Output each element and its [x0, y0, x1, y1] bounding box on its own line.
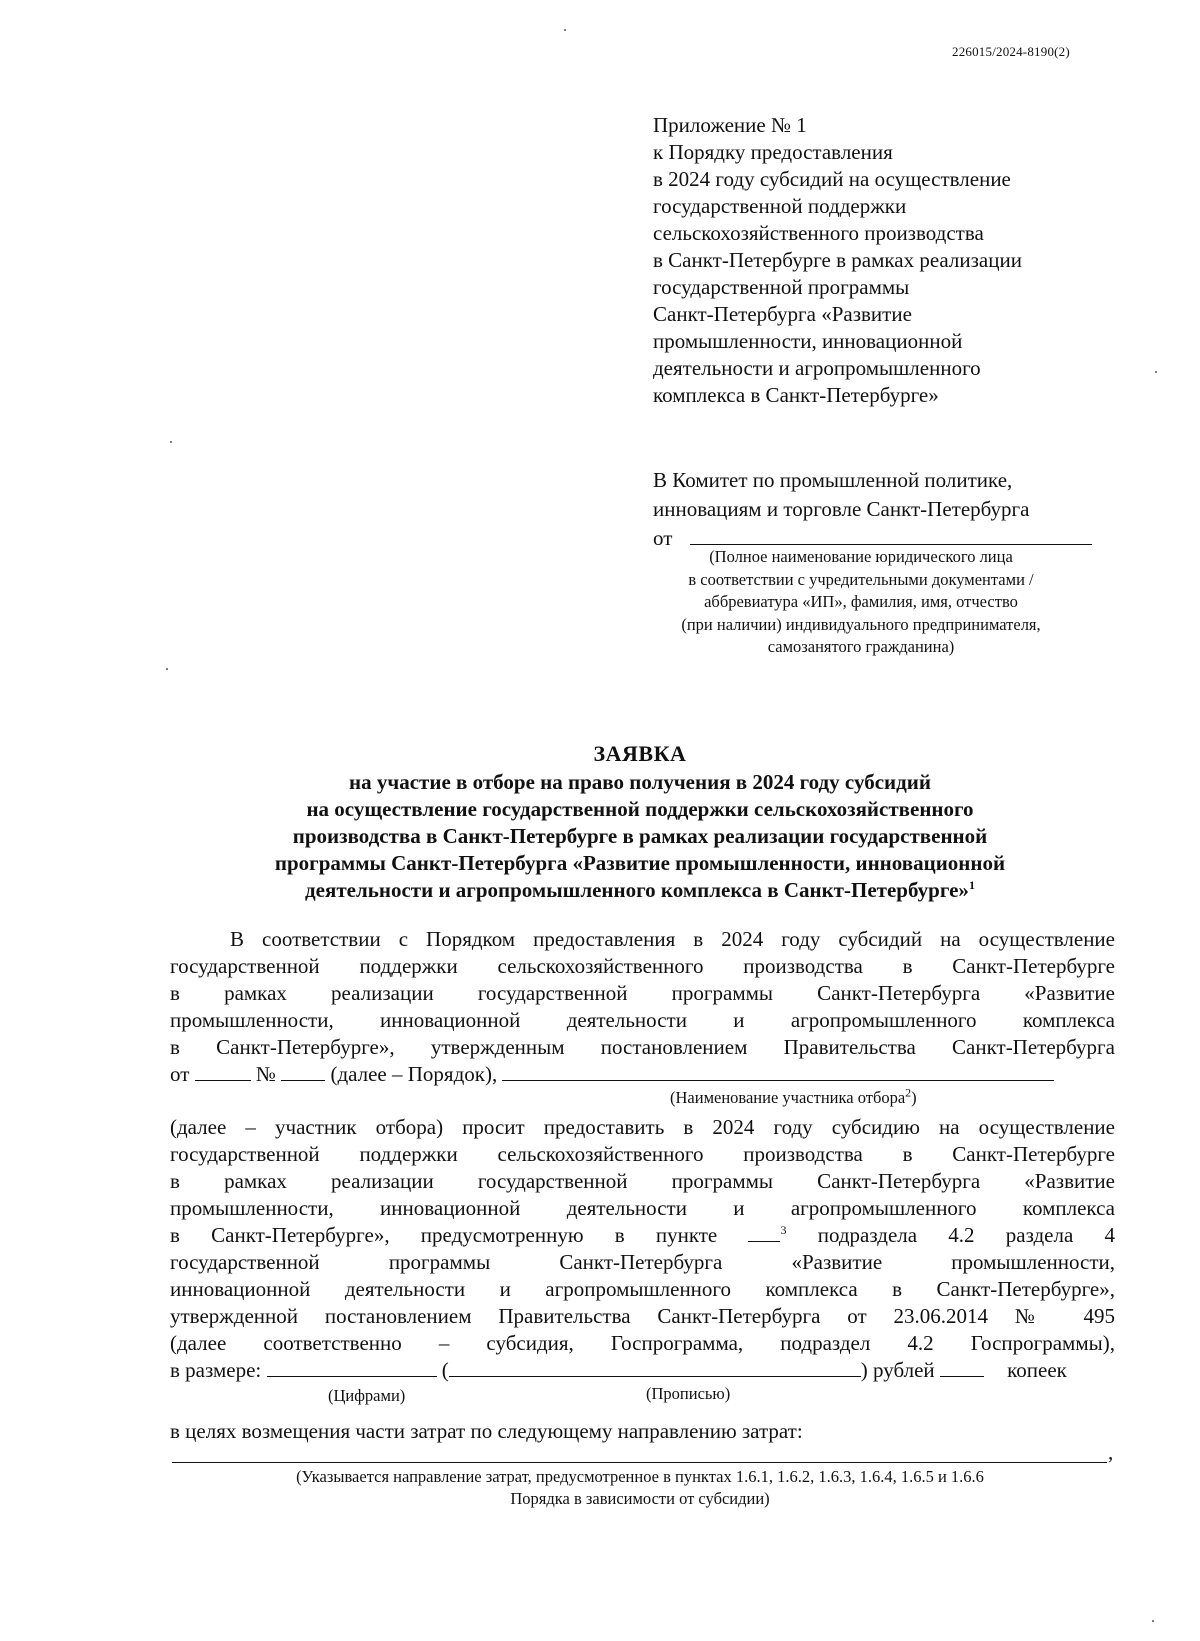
footnote-mark: 2	[905, 1085, 912, 1100]
title-line: деятельности и агропромышленного комплекса в Санкт-Петербурге»	[305, 878, 969, 902]
paragraph-line	[170, 1061, 1115, 1088]
from-label: от	[653, 526, 673, 550]
scan-speck	[564, 29, 566, 31]
amount-label: в размере:	[170, 1358, 262, 1382]
paragraph-line: промышленности, инновационной деятельности и агропромышленного комплекса	[170, 1196, 1115, 1220]
rubles-label: ) рублей	[860, 1358, 935, 1382]
digits-caption: (Цифрами)	[328, 1386, 406, 1405]
resolution-number-field[interactable]	[281, 1062, 325, 1081]
paragraph-intro	[170, 926, 1115, 1088]
appendix-line: в 2024 году субсидий на осуществление	[653, 167, 1011, 191]
caption-line: в соответствии с учредительными документами /	[688, 569, 1034, 589]
addressee-block	[653, 466, 1123, 553]
line-text: в Санкт-Петербурге», предусмотренную в пункте	[170, 1223, 718, 1247]
paragraph-line	[170, 1222, 1115, 1249]
application-title	[170, 740, 1110, 904]
cost-direction-caption	[200, 1466, 1080, 1510]
paragraph-line: в рамках реализации государственной программы Санкт-Петербурга «Развитие	[170, 1169, 1115, 1193]
caption-line: (при наличии) индивидуального предпринимателя,	[681, 614, 1041, 634]
paragraph-line: в рамках реализации государственной программы Санкт-Петербурга «Развитие	[170, 981, 1115, 1005]
appendix-line: промышленности, инновационной	[653, 329, 963, 353]
caption-line: Порядка в зависимости от субсидии)	[510, 1489, 770, 1508]
cost-direction-field[interactable]	[172, 1462, 1107, 1463]
paragraph-line: государственной поддержки сельскохозяйственного производства в Санкт-Петербурге	[170, 1142, 1115, 1166]
addressee-caption	[626, 546, 1096, 659]
document-number: 226015/2024-8190(2)	[952, 44, 1070, 59]
number-label: №	[255, 1062, 276, 1086]
appendix-line: Приложение № 1	[653, 113, 807, 137]
title-line: на осуществление государственной поддержки сельскохозяйственного	[306, 797, 974, 821]
paragraph-line: (далее – участник отбора) просит предоставить в 2024 году субсидию на осуществление	[170, 1115, 1115, 1139]
order-reference: (далее – Порядок),	[330, 1062, 498, 1086]
appendix-reference	[653, 112, 1123, 409]
caption-text: )	[911, 1088, 917, 1107]
applicant-name-field[interactable]	[690, 524, 1092, 545]
appendix-line: комплекса в Санкт-Петербурге»	[653, 383, 939, 407]
caption-line: (Указывается направление затрат, предусмотренное в пунктах 1.6.1, 1.6.2, 1.6.3, 1.6.4, 1.6.5 и 1.6.6	[296, 1467, 984, 1486]
title-heading: ЗАЯВКА	[593, 741, 687, 766]
caption-text: (Наименование участника отбора	[670, 1088, 906, 1107]
caption-line: аббревиатура «ИП», фамилия, имя, отчество	[704, 592, 1018, 611]
open-paren: (	[441, 1358, 449, 1382]
paragraph-request	[170, 1114, 1115, 1384]
title-line: на участие в отборе на право получения в 2024 году субсидий	[349, 770, 931, 794]
participant-name-field[interactable]	[502, 1062, 1054, 1081]
line-text: подраздела 4.2 раздела 4	[817, 1223, 1116, 1247]
paragraph-line: государственной программы Санкт-Петербурга «Развитие промышленности,	[170, 1250, 1115, 1274]
footnote-mark: 3	[780, 1223, 787, 1237]
title-line: производства в Санкт-Петербурге в рамках реализации государственной	[292, 824, 988, 848]
appendix-line: государственной поддержки	[653, 194, 907, 218]
appendix-line: Санкт-Петербурга «Развитие	[653, 302, 912, 326]
scan-speck	[1155, 371, 1157, 373]
addressee-line: инновациям и торговле Санкт-Петербурга	[653, 497, 1030, 521]
words-caption: (Прописью)	[646, 1384, 731, 1403]
scan-speck	[166, 668, 168, 670]
paragraph-line: государственной поддержки сельскохозяйственного производства в Санкт-Петербурге	[170, 954, 1115, 978]
addressee-line: В Комитет по промышленной политике,	[653, 468, 1013, 492]
point-number-field[interactable]	[748, 1223, 780, 1242]
caption-line: самозанятого гражданина)	[767, 637, 955, 656]
kopecks-field[interactable]	[940, 1358, 984, 1377]
resolution-date-field[interactable]	[195, 1062, 251, 1081]
amount-words-field[interactable]	[449, 1358, 861, 1377]
appendix-line: государственной программы	[653, 275, 910, 299]
appendix-line: деятельности и агропромышленного	[653, 356, 981, 380]
footnote-mark: 1	[968, 878, 975, 892]
paragraph-line: (далее соответственно – субсидия, Госпрограмма, подраздел 4.2 Госпрограммы),	[170, 1331, 1115, 1355]
comma: ,	[1108, 1440, 1114, 1464]
scan-speck	[1152, 1620, 1154, 1622]
date-label: от	[170, 1062, 190, 1086]
amount-digits-field[interactable]	[267, 1358, 437, 1377]
appendix-line: к Порядку предоставления	[653, 140, 893, 164]
paragraph-line: инновационной деятельности и агропромышленного комплекса в Санкт-Петербурге»,	[170, 1277, 1115, 1301]
kopecks-label: копеек	[1007, 1358, 1067, 1382]
amount-line	[170, 1357, 1115, 1384]
paragraph-line: промышленности, инновационной деятельности и агропромышленного комплекса	[170, 1008, 1115, 1032]
appendix-line: в Санкт-Петербурге в рамках реализации	[653, 248, 1022, 272]
paragraph-line: утвержденной постановлением Правительства Санкт-Петербурга от 23.06.2014 № 495	[170, 1304, 1115, 1328]
appendix-line: сельскохозяйственного производства	[653, 221, 984, 245]
scan-speck	[170, 441, 172, 443]
title-last-line	[170, 877, 1110, 904]
paragraph-line: В соответствии с Порядком предоставления в 2024 году субсидий на осуществление	[230, 927, 1115, 951]
paragraph-line: в Санкт-Петербурге», утвержденным постановлением Правительства Санкт-Петербурга	[170, 1035, 1115, 1059]
participant-name-caption	[670, 1085, 917, 1108]
title-line: программы Санкт-Петербурга «Развитие промышленности, инновационной	[274, 851, 1006, 875]
caption-line: (Полное наименование юридического лица	[709, 547, 1013, 566]
purpose-line: в целях возмещения части затрат по следующему направлению затрат:	[170, 1419, 803, 1443]
